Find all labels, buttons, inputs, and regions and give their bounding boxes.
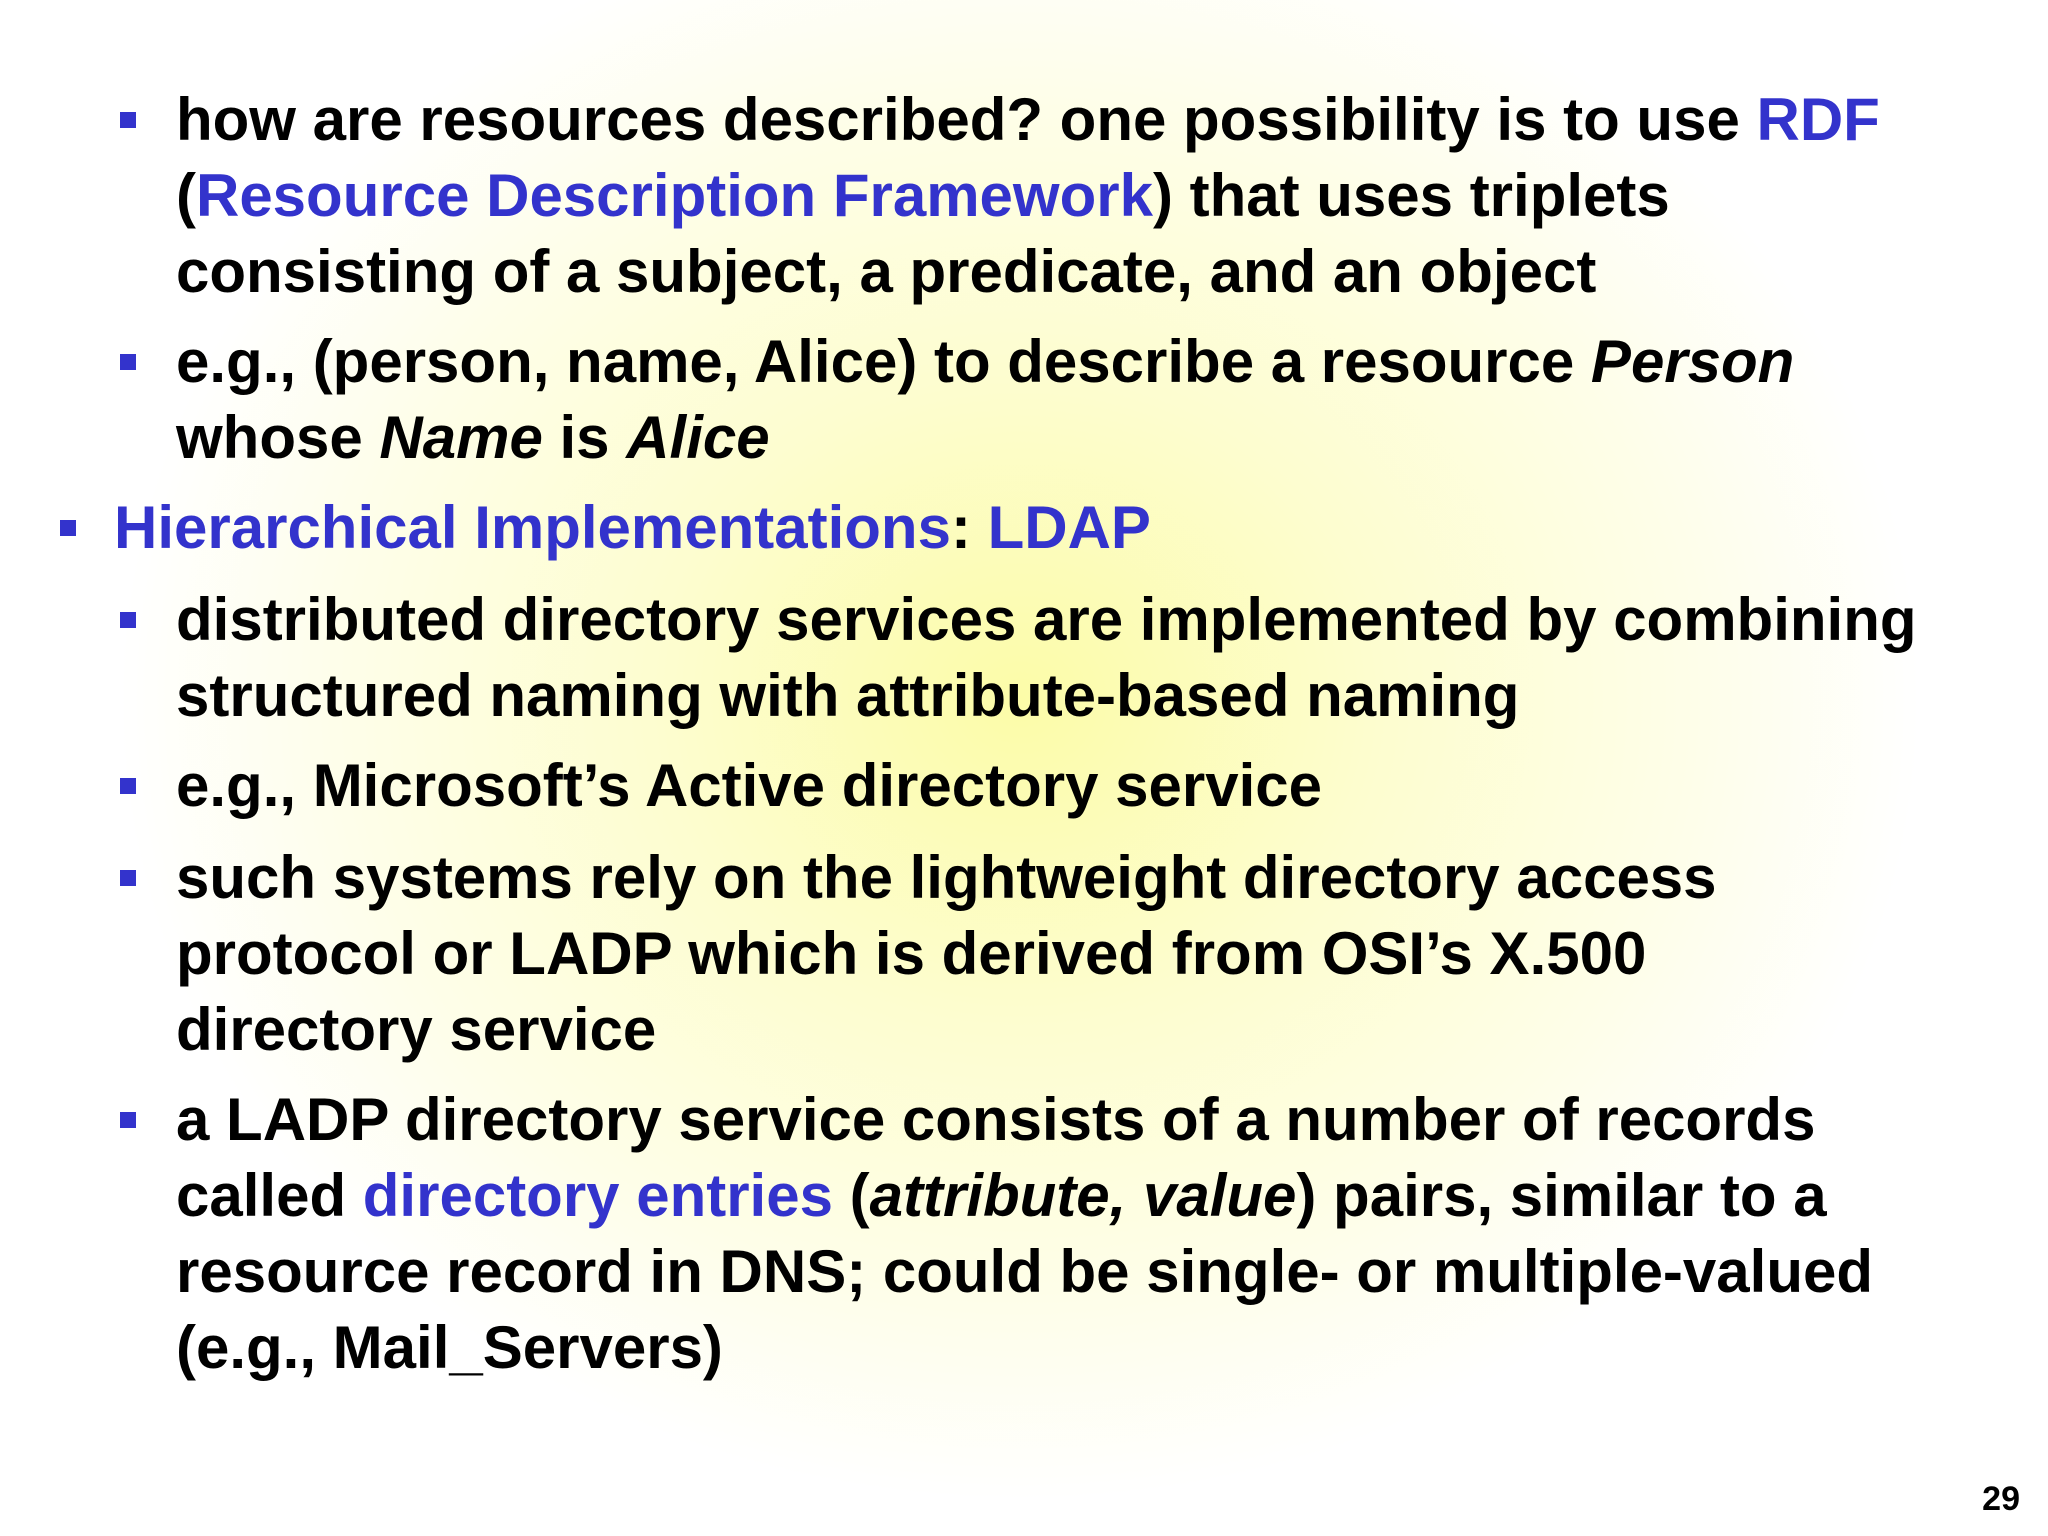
square-bullet-icon: [120, 1112, 136, 1128]
text-line: structured naming with attribute-based naming: [176, 662, 1520, 729]
text-line: distributed directory services are implemented by combining: [176, 586, 1917, 653]
heading-hierarchical-implementations: Hierarchical Implementations: [114, 494, 951, 561]
bullet-item-active-directory: [176, 748, 2016, 824]
square-bullet-icon: [120, 612, 136, 628]
page-number: 29: [1982, 1480, 2020, 1518]
square-bullet-icon: [120, 354, 136, 370]
square-bullet-icon: [120, 870, 136, 886]
text-line: directory service: [176, 996, 657, 1063]
text-line: a LADP directory service consists of a number of records: [176, 1086, 1816, 1153]
term-directory-entries: directory entries: [362, 1162, 833, 1229]
square-bullet-icon: [60, 520, 76, 536]
text-line: called directory entries (attribute, value) pairs, similar to a: [176, 1162, 1827, 1229]
text-line: whose Name is Alice: [176, 404, 770, 471]
term-attribute-value: attribute, value: [869, 1162, 1297, 1229]
text-line: consisting of a subject, a predicate, and an object: [176, 238, 1597, 305]
bullet-item-ldap-protocol: [176, 840, 2016, 1068]
term-resource-description-framework: Resource Description Framework: [195, 162, 1153, 229]
term-alice: Alice: [626, 404, 770, 471]
text-line: protocol or LADP which is derived from OSI’s X.500: [176, 920, 1647, 987]
text-line: such systems rely on the lightweight directory access: [176, 844, 1717, 911]
text-line: e.g., Microsoft’s Active directory service: [176, 752, 1323, 819]
bullet-item-directory-entries: [176, 1082, 2016, 1386]
text-line: (e.g., Mail_Servers): [176, 1314, 723, 1381]
text-line: (Resource Description Framework) that uses triplets: [176, 162, 1670, 229]
term-name: Name: [379, 404, 543, 471]
bullet-item-distributed-directory: [176, 582, 2016, 734]
term-person: Person: [1590, 328, 1795, 395]
square-bullet-icon: [120, 112, 136, 128]
bullet-item-person-example: [176, 324, 2016, 476]
bullet-item-hierarchical-implementations: [114, 490, 2014, 566]
bullet-item-rdf: [176, 82, 2016, 310]
text-line: Hierarchical Implementations: LDAP: [114, 494, 1151, 561]
text-line: e.g., (person, name, Alice) to describe a resource Person: [176, 328, 1795, 395]
square-bullet-icon: [120, 778, 136, 794]
term-rdf: RDF: [1756, 86, 1880, 153]
text-line: how are resources described? one possibility is to use RDF: [176, 86, 1880, 153]
heading-ldap: LDAP: [987, 494, 1151, 561]
text-line: resource record in DNS; could be single- or multiple-valued: [176, 1238, 1873, 1305]
